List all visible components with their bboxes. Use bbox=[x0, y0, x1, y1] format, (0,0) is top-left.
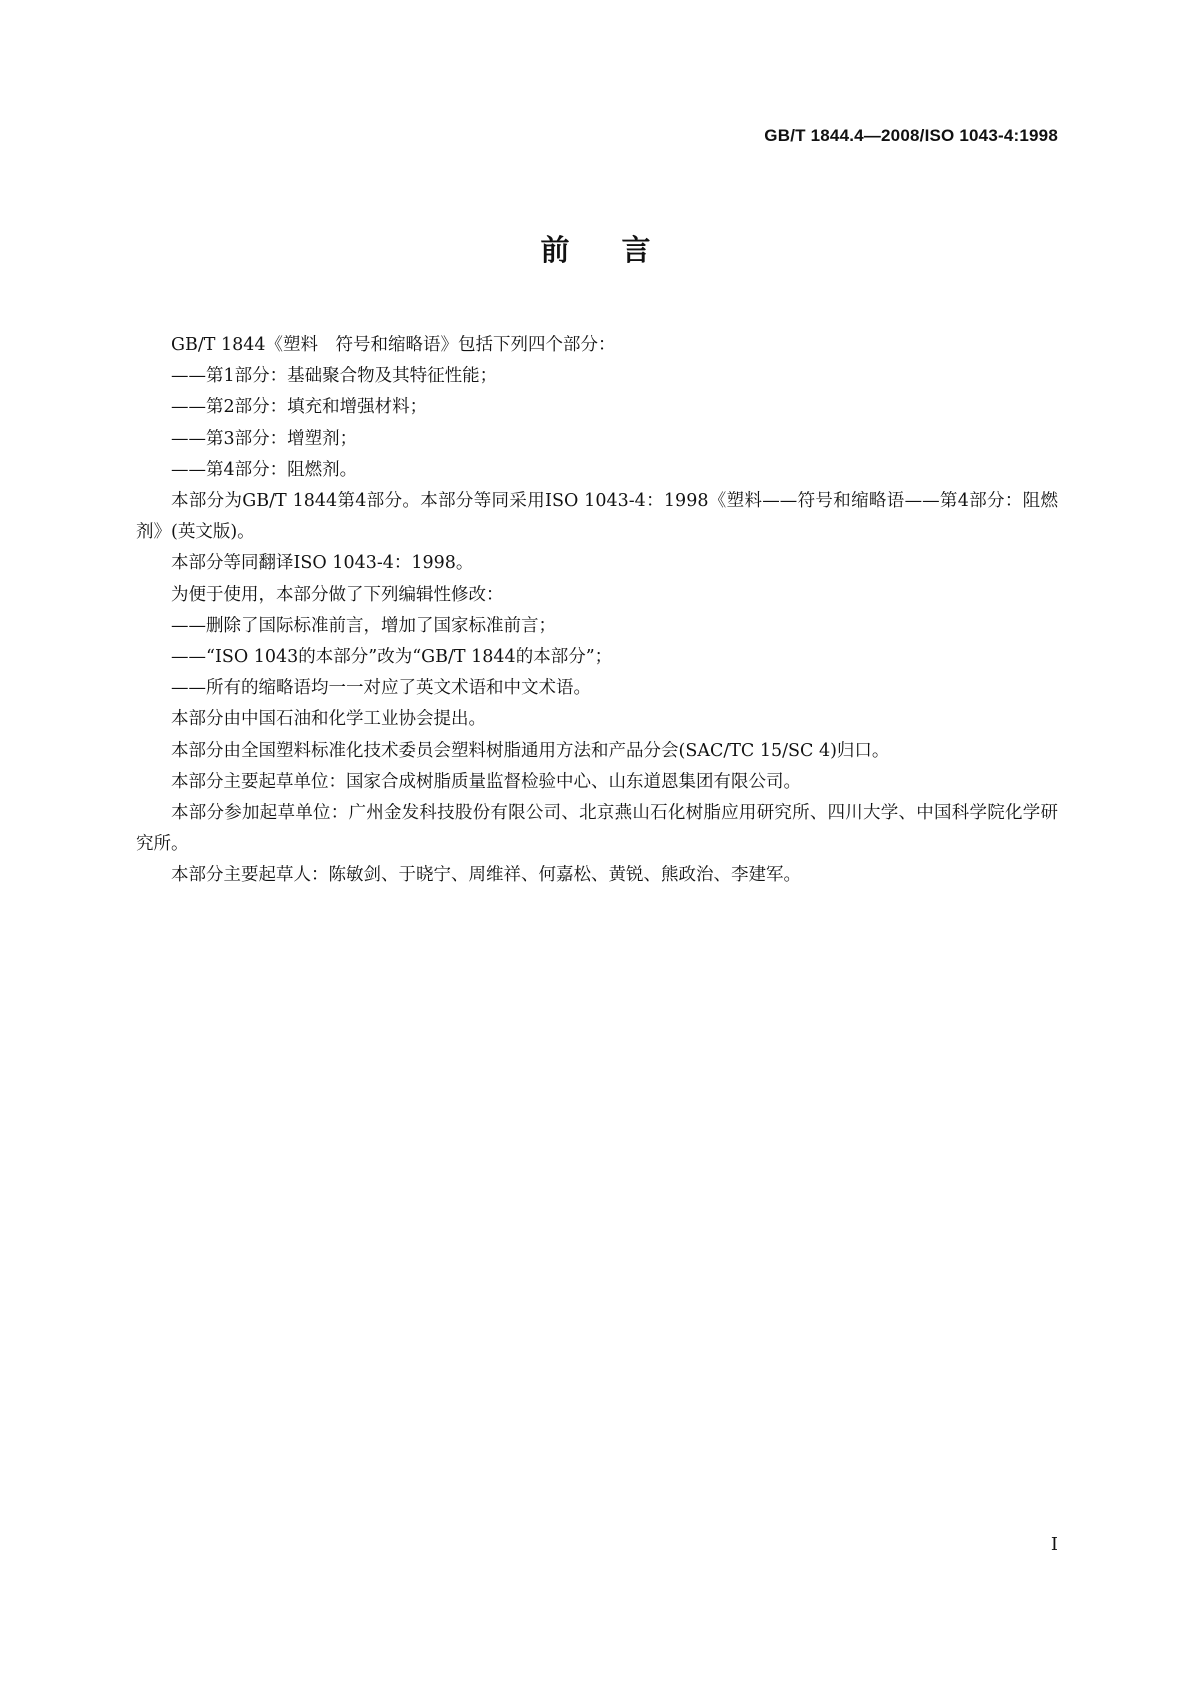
paragraph-proposer: 本部分由中国石油和化学工业协会提出。 bbox=[171, 709, 486, 730]
list-item-part-3: ——第3部分：增塑剂； bbox=[171, 428, 358, 449]
paragraph-intro: GB/T 1844《塑料 符号和缩略语》包括下列四个部分： bbox=[171, 335, 616, 355]
paragraph-main-drafters: 本部分主要起草人：陈敏剑、于晓宁、周维祥、何嘉松、黄锐、熊政治、李建军。 bbox=[171, 865, 801, 886]
list-item-edit-2: ——“ISO 1043的本部分”改为“GB/T 1844的本部分”； bbox=[171, 647, 613, 668]
list-item-edit-1: ——删除了国际标准前言，增加了国家标准前言； bbox=[171, 615, 556, 636]
page-number: I bbox=[1050, 1534, 1058, 1555]
list-item-edit-3: ——所有的缩略语均一一对应了英文术语和中文术语。 bbox=[171, 678, 591, 699]
paragraph-translation: 本部分等同翻译ISO 1043-4：1998。 bbox=[171, 553, 474, 574]
foreword-body bbox=[136, 330, 1058, 892]
list-item-part-2: ——第2部分：填充和增强材料； bbox=[171, 397, 428, 418]
page-title: 前言 bbox=[540, 233, 703, 267]
list-item-part-1: ——第1部分：基础聚合物及其特征性能； bbox=[171, 366, 498, 387]
paragraph-participating-units: 本部分参加起草单位：广州金发科技股份有限公司、北京燕山石化树脂应用研究所、四川大学、中国科学院化学研究所。 bbox=[136, 803, 1058, 855]
paragraph-committee: 本部分由全国塑料标准化技术委员会塑料树脂通用方法和产品分会(SAC/TC 15/SC 4)归口。 bbox=[171, 740, 890, 761]
paragraph-edits-intro: 为便于使用，本部分做了下列编辑性修改： bbox=[171, 584, 504, 605]
paragraph-adoption: 本部分为GB/T 1844第4部分。本部分等同采用ISO 1043-4：1998《塑料——符号和缩略语——第4部分：阻燃剂》(英文版)。 bbox=[136, 491, 1058, 543]
list-item-part-4: ——第4部分：阻燃剂。 bbox=[171, 459, 358, 480]
standard-code-header: GB/T 1844.4—2008/ISO 1043-4:1998 bbox=[764, 126, 1058, 145]
paragraph-main-drafters-unit: 本部分主要起草单位：国家合成树脂质量监督检验中心、山东道恩集团有限公司。 bbox=[171, 771, 801, 792]
